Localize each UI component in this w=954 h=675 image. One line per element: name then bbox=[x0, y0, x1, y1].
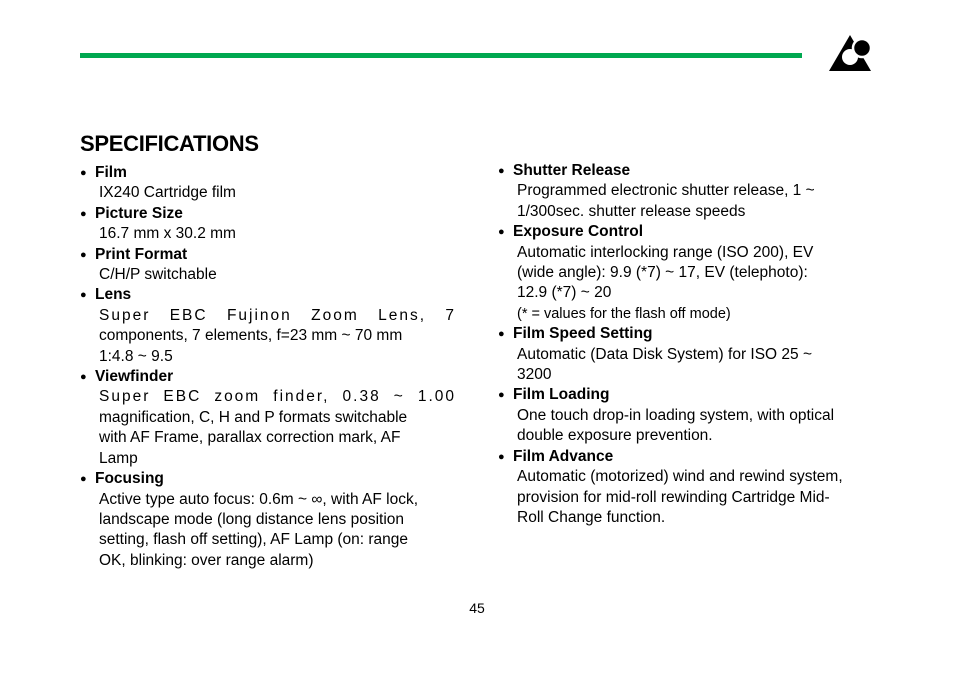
spec-heading-label: Exposure Control bbox=[513, 223, 644, 241]
spec-line: Super EBC zoom finder, 0.38 ~ 1.00 bbox=[99, 388, 456, 406]
spec-line: Roll Change function. bbox=[517, 508, 666, 526]
spec-description bbox=[99, 183, 456, 203]
bullet-icon: ● bbox=[80, 167, 87, 179]
bullet-icon: ● bbox=[80, 371, 87, 384]
spec-line: 1:4.8 ~ 9.5 bbox=[99, 347, 173, 365]
spec-item-film-advance bbox=[498, 447, 874, 529]
bullet-icon: ● bbox=[498, 450, 505, 463]
spec-heading bbox=[498, 447, 874, 467]
spec-heading-label: Print Format bbox=[95, 245, 188, 263]
spec-line: Active type auto focus: 0.6m ~ ∞, with AF lock, bbox=[99, 490, 419, 508]
triangle-circle-logo-icon bbox=[828, 34, 872, 72]
spec-heading bbox=[498, 324, 874, 344]
spec-heading-label: Focusing bbox=[95, 470, 164, 488]
spec-item-exposure-control bbox=[498, 222, 874, 324]
bullet-icon: ● bbox=[498, 165, 505, 177]
spec-column-left bbox=[80, 163, 456, 571]
spec-line: components, 7 elements, f=23 mm ~ 70 mm bbox=[99, 327, 403, 345]
spec-description bbox=[99, 224, 456, 244]
spec-heading-label: Viewfinder bbox=[95, 368, 174, 386]
spec-heading bbox=[80, 469, 456, 489]
spec-footnote: (* = values for the flash off mode) bbox=[517, 305, 731, 322]
spec-description bbox=[517, 467, 874, 528]
spec-line: IX240 Cartridge film bbox=[99, 184, 236, 202]
bullet-icon: ● bbox=[498, 328, 505, 341]
spec-heading-label: Film Advance bbox=[513, 447, 614, 465]
spec-line: One touch drop-in loading system, with optical bbox=[517, 406, 835, 424]
bullet-icon: ● bbox=[498, 389, 505, 402]
spec-item-film-speed-setting bbox=[498, 324, 874, 385]
spec-heading bbox=[498, 222, 874, 242]
spec-line: C/H/P switchable bbox=[99, 266, 217, 284]
bullet-icon: ● bbox=[80, 289, 87, 302]
spec-line: with AF Frame, parallax correction mark, AF bbox=[99, 429, 401, 447]
spec-heading-label: Shutter Release bbox=[513, 162, 631, 179]
spec-description bbox=[99, 306, 456, 367]
spec-column-right bbox=[498, 161, 874, 528]
header-rule bbox=[80, 53, 802, 58]
spec-heading-label: Film Loading bbox=[513, 386, 610, 404]
spec-heading bbox=[80, 204, 456, 224]
bullet-icon: ● bbox=[80, 248, 87, 261]
spec-line: landscape mode (long distance lens position bbox=[99, 510, 405, 528]
spec-heading bbox=[498, 385, 874, 405]
spec-line: 3200 bbox=[517, 366, 552, 384]
bullet-icon: ● bbox=[80, 207, 87, 220]
spec-item-viewfinder bbox=[80, 367, 456, 469]
spec-item-film-loading bbox=[498, 385, 874, 446]
spec-description bbox=[99, 265, 456, 285]
spec-item-picture-size bbox=[80, 204, 456, 245]
spec-line: Automatic (Data Disk System) for ISO 25 ~ bbox=[517, 345, 813, 363]
spec-line: 16.7 mm x 30.2 mm bbox=[99, 225, 236, 243]
spec-line: (wide angle): 9.9 (*7) ~ 17, EV (telephoto): bbox=[517, 264, 808, 282]
spec-heading-label: Film Speed Setting bbox=[513, 325, 653, 343]
spec-line: Super EBC Fujinon Zoom Lens, 7 bbox=[99, 306, 456, 324]
spec-line: Lamp bbox=[99, 449, 138, 467]
spec-description bbox=[517, 243, 874, 325]
spec-item-film bbox=[80, 163, 456, 204]
spec-line: 1/300sec. shutter release speeds bbox=[517, 202, 746, 220]
spec-line: 12.9 (*7) ~ 20 bbox=[517, 284, 612, 302]
spec-heading-label: Film bbox=[95, 164, 127, 181]
spec-line: double exposure prevention. bbox=[517, 427, 713, 445]
spec-heading-label: Lens bbox=[95, 286, 132, 304]
spec-description bbox=[99, 387, 456, 469]
spec-heading bbox=[80, 367, 456, 387]
spec-line: Automatic (motorized) wind and rewind system, bbox=[517, 468, 843, 486]
page-number: 45 bbox=[469, 600, 485, 616]
spec-item-focusing bbox=[80, 469, 456, 571]
spec-item-print-format bbox=[80, 245, 456, 286]
spec-heading bbox=[80, 285, 456, 305]
spec-line: OK, blinking: over range alarm) bbox=[99, 551, 314, 569]
spec-heading bbox=[80, 245, 456, 265]
spec-description bbox=[99, 490, 456, 572]
spec-line: Automatic interlocking range (ISO 200), EV bbox=[517, 243, 814, 261]
bullet-icon: ● bbox=[498, 226, 505, 239]
spec-description bbox=[517, 406, 874, 447]
spec-line: setting, flash off setting), AF Lamp (on: range bbox=[99, 531, 409, 549]
spec-heading bbox=[80, 163, 456, 183]
spec-heading bbox=[498, 161, 874, 181]
spec-description bbox=[517, 345, 874, 386]
spec-heading-label: Picture Size bbox=[95, 204, 183, 222]
page-title: SPECIFICATIONS bbox=[80, 131, 259, 156]
spec-line: Programmed electronic shutter release, 1 ~ bbox=[517, 182, 815, 200]
spec-line: provision for mid-roll rewinding Cartridge Mid- bbox=[517, 488, 830, 506]
spec-item-lens bbox=[80, 285, 456, 367]
spec-description bbox=[517, 181, 874, 222]
spec-item-shutter-release bbox=[498, 161, 874, 222]
spec-line: magnification, C, H and P formats switchable bbox=[99, 408, 408, 426]
bullet-icon: ● bbox=[80, 473, 87, 486]
